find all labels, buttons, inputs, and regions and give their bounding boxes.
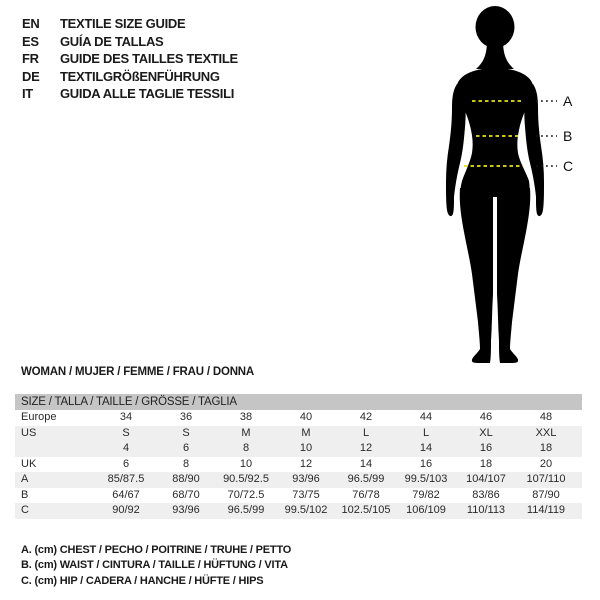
- table-row-hip-c: [15, 503, 582, 519]
- lang-title: GUIDE DES TAILLES TEXTILE: [60, 51, 238, 66]
- table-row-waist-b: [15, 488, 582, 504]
- size-cell: 114/119: [526, 504, 566, 516]
- silhouette-torso: [456, 68, 534, 197]
- lang-title: TEXTILGRÖßENFÜHRUNG: [60, 68, 220, 84]
- table-row-us-numeric: [15, 441, 582, 457]
- size-cell: 87/90: [532, 488, 560, 501]
- size-table: [15, 394, 582, 519]
- marker-c-label: C: [563, 158, 574, 174]
- size-cell: 16: [419, 457, 433, 470]
- size-cell: 18: [539, 442, 553, 454]
- size-cell: 73/75: [292, 488, 320, 501]
- size-cell: L: [422, 426, 430, 439]
- row-label: [15, 441, 96, 457]
- size-cell: 76/78: [352, 488, 380, 501]
- silhouette-right-leg: [497, 188, 530, 363]
- marker-a-label: A: [563, 93, 573, 109]
- size-cell: 12: [299, 457, 313, 470]
- size-cell: 106/109: [406, 504, 446, 516]
- size-cell: 99.5/103: [404, 473, 448, 485]
- size-cell: S: [122, 426, 130, 439]
- size-cell: 34: [119, 411, 133, 423]
- size-cell: XXL: [535, 426, 557, 439]
- table-row-europe: [15, 410, 582, 426]
- lang-code: DE: [22, 68, 40, 84]
- woman-silhouette-svg: [400, 0, 600, 380]
- size-cell: 8: [242, 442, 250, 454]
- size-cell: 48: [539, 411, 553, 423]
- size-cell: 44: [419, 411, 433, 423]
- size-cell: 40: [299, 411, 313, 423]
- marker-b-label: B: [563, 128, 573, 144]
- row-label: Europe: [21, 411, 57, 423]
- size-cell: 42: [359, 411, 373, 423]
- women-section-title: WOMAN / MUJER / FEMME / FRAU / DONNA: [21, 366, 255, 378]
- size-cell: 96.5/99: [347, 473, 385, 485]
- size-cell: 38: [239, 411, 253, 423]
- size-cell: 8: [182, 457, 190, 470]
- row-label: B: [21, 488, 29, 501]
- size-cell: 18: [479, 457, 493, 470]
- size-cell: L: [362, 426, 370, 439]
- measurement-legend: [21, 543, 291, 589]
- size-cell: 4: [122, 442, 130, 454]
- size-cell: 20: [539, 457, 553, 470]
- size-cell: M: [241, 426, 251, 439]
- size-cell: 83/86: [472, 488, 500, 501]
- table-row-us: [15, 426, 582, 442]
- size-cell: 107/110: [526, 473, 566, 485]
- size-cell: 64/67: [112, 488, 140, 501]
- lang-row-es: [22, 33, 238, 51]
- size-cell: 88/90: [172, 473, 200, 485]
- size-cell: 93/96: [292, 473, 320, 485]
- size-cell: 10: [239, 457, 253, 470]
- size-cell: 14: [419, 442, 433, 454]
- size-cell: 16: [479, 442, 493, 454]
- lang-title: TEXTILE SIZE GUIDE: [60, 16, 186, 31]
- lang-code: ES: [22, 33, 39, 49]
- size-cell: 96.5/99: [227, 504, 265, 516]
- size-cell: 70/72.5: [227, 488, 265, 501]
- lang-row-fr: [22, 50, 238, 68]
- lang-code: IT: [22, 86, 33, 101]
- lang-row-en: [22, 15, 238, 33]
- language-title-list: [22, 15, 238, 103]
- size-cell: 85/87.5: [107, 473, 145, 485]
- lang-row-de: [22, 68, 238, 86]
- size-cell: 102.5/105: [341, 504, 391, 516]
- size-table-header: SIZE / TALLA / TAILLE / GRÖSSE / TAGLIA: [15, 394, 582, 410]
- lang-code: EN: [22, 16, 40, 31]
- size-cell: 14: [359, 457, 373, 470]
- size-cell: 36: [179, 411, 193, 423]
- table-row-uk: [15, 457, 582, 473]
- row-label: C: [21, 504, 29, 516]
- size-cell: XL: [479, 426, 493, 439]
- size-cell: 90/92: [112, 504, 140, 516]
- woman-silhouette: [446, 6, 544, 363]
- size-cell: 93/96: [172, 504, 200, 516]
- row-label: US: [21, 426, 37, 439]
- size-cell: M: [301, 426, 311, 439]
- size-cell: 46: [479, 411, 493, 423]
- legend-item-chest: A. (cm) CHEST / PECHO / POITRINE / TRUHE / PETTO: [21, 544, 292, 556]
- legend-item-hip: C. (cm) HIP / CADERA / HANCHE / HÜFTE / HIPS: [21, 574, 264, 587]
- size-cell: 104/107: [466, 473, 506, 485]
- size-cell: 79/82: [412, 488, 440, 501]
- size-cell: 90.5/92.5: [223, 473, 269, 485]
- legend-item-waist: B. (cm) WAIST / CINTURA / TAILLE / HÜFTUNG / VITA: [21, 559, 288, 572]
- size-cell: 6: [182, 442, 190, 454]
- size-cell: 12: [359, 442, 373, 454]
- row-label: A: [21, 473, 29, 485]
- lang-title: GUIDA ALLE TAGLIE TESSILI: [60, 86, 235, 101]
- silhouette-left-leg: [460, 188, 493, 363]
- size-cell: 6: [122, 457, 130, 470]
- table-row-chest-a: [15, 472, 582, 488]
- size-cell: 68/70: [172, 488, 200, 501]
- size-cell: 110/113: [466, 504, 506, 516]
- row-label: UK: [21, 457, 37, 470]
- measurement-figure: [400, 0, 600, 380]
- size-cell: 99.5/102: [284, 504, 328, 516]
- lang-code: FR: [22, 51, 39, 66]
- silhouette-neck: [476, 40, 514, 69]
- size-cell: S: [182, 426, 190, 439]
- size-cell: 10: [299, 442, 313, 454]
- lang-title: GUÍA DE TALLAS: [60, 33, 164, 49]
- lang-row-it: [22, 85, 238, 103]
